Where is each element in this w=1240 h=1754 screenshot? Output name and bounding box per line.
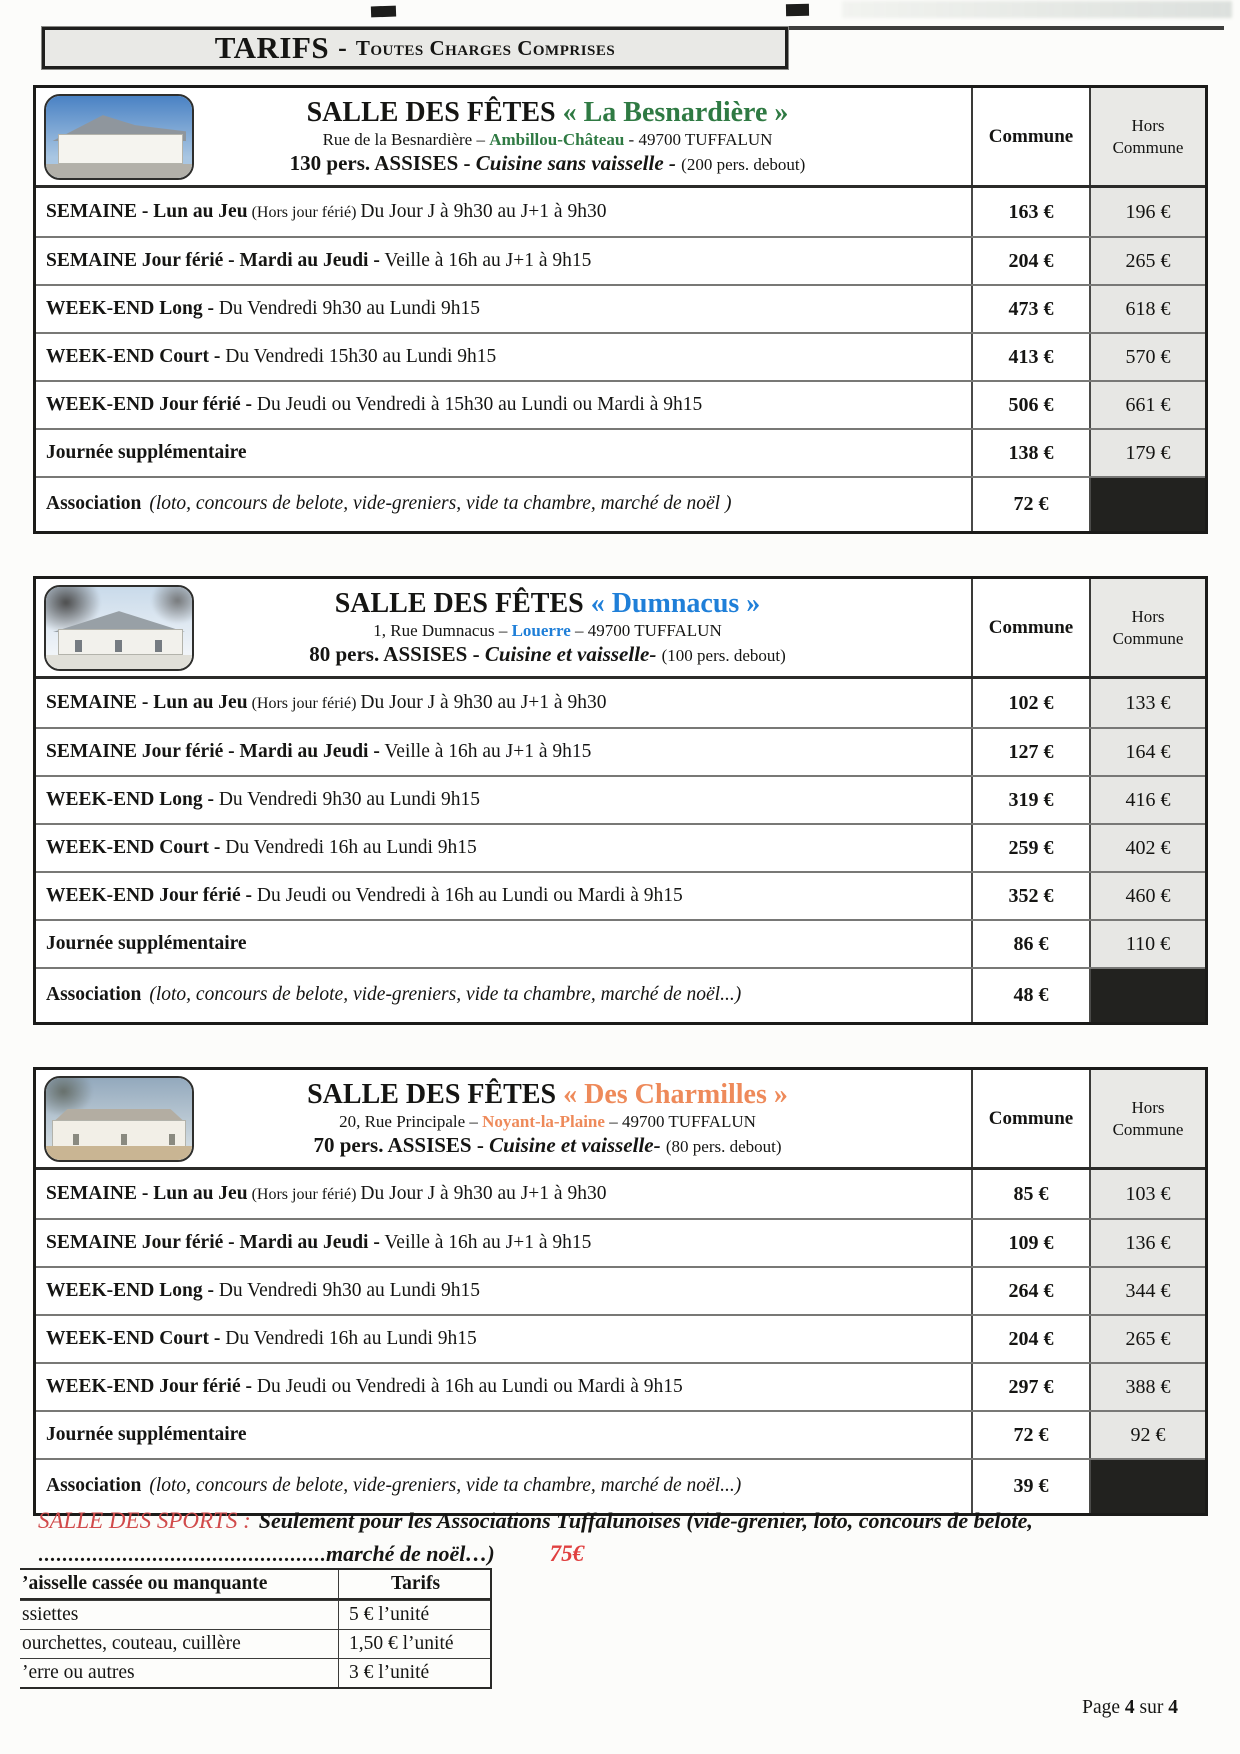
price-hors-commune: 570 € [1091,334,1205,380]
address-street: Rue de la Besnardière – [322,130,490,150]
scan-line-artifact [788,26,1224,30]
tariff-label-small: (Hors jour férié) [247,694,361,712]
address-town: Louerre [511,621,571,641]
tariff-label-cell [36,1316,973,1362]
scan-bleed-artifact [842,1,1232,18]
hall-capacity [194,642,901,668]
price-commune: 138 € [973,430,1091,476]
tariff-label-cell [36,188,973,236]
tariff-label-cell [36,825,973,871]
price-hors-commune: 196 € [1091,188,1205,236]
table-row [36,1458,1205,1513]
tariff-label-detail: Du Jour J à 9h30 au J+1 à 9h30 [360,691,607,713]
tariff-label [46,788,488,812]
price-commune: 72 € [973,1412,1091,1458]
table-row [36,1218,1205,1266]
tariff-label [46,1375,691,1399]
tariff-label-note: (loto, concours de belote, vide-greniers, vide ta chambre, marché de noël...) [149,984,742,1006]
tariff-label-bold: WEEK-END Court - [46,345,221,367]
sports-note-line1 [38,1506,1208,1536]
tariff-label [46,1327,485,1351]
tariff-label [46,200,614,224]
dishes-header-label: ’aisselle cassée ou manquante [22,1573,268,1594]
hall-name-line [194,96,901,130]
tariff-label-cell [36,478,973,531]
tariff-label-small: (Hors jour férié) [247,203,361,221]
price-hors-commune: 618 € [1091,286,1205,332]
tariff-label-bold: WEEK-END Jour férié - [46,1375,252,1397]
column-header-commune: Commune [973,1070,1091,1167]
price-hors-commune: 136 € [1091,1220,1205,1266]
table-body [36,188,1205,531]
price-commune: 204 € [973,1316,1091,1362]
table-row [36,1266,1205,1314]
hall-name-line [194,587,901,621]
sports-note-text: Seulement pour les Associations Tuffalunoises (vide-grenier, loto, concours de belote, [258,1508,1033,1533]
table-row [36,1410,1205,1458]
table-row [36,823,1205,871]
tariff-label [46,691,614,715]
tariff-label-detail: Du Vendredi 9h30 au Lundi 9h15 [213,788,481,810]
hall-tariff-table [33,576,1208,1025]
tariff-label [46,884,691,908]
tariff-label-detail: Du Vendredi 16h au Lundi 9h15 [220,1327,477,1349]
price-commune: 48 € [973,969,1091,1022]
tariff-label-cell [36,334,973,380]
price-commune: 86 € [973,921,1091,967]
price-commune: 297 € [973,1364,1091,1410]
tariff-label [46,1231,599,1255]
hall-tariff-table [33,85,1208,534]
title-dash: - [338,33,347,62]
table-header-row [36,1070,1205,1170]
tariff-label-cell [36,921,973,967]
dishes-header-tarif: Tarifs [338,1570,490,1598]
hall-capacity [194,1133,901,1159]
price-commune: 72 € [973,478,1091,531]
tariff-label-detail: Veille à 16h au J+1 à 9h15 [379,740,592,762]
photo-ground [46,655,192,669]
price-hors-commune: 416 € [1091,777,1205,823]
tariff-label-cell [36,873,973,919]
tariff-label-bold: WEEK-END Jour férié - [46,884,252,906]
price-commune: 413 € [973,334,1091,380]
hall-name-prefix: SALLE DES FÊTES [306,97,563,129]
hall-address [194,621,901,642]
tariff-label-bold: Journée supplémentaire [46,441,247,463]
tariff-label-detail: Du Jeudi ou Vendredi à 15h30 au Lundi ou Mardi à 9h15 [252,393,703,415]
table-row [36,679,1205,727]
price-commune: 163 € [973,188,1091,236]
tariff-label-detail: Du Vendredi 9h30 au Lundi 9h15 [213,297,481,319]
capacity-standing: (200 pers. debout) [681,155,806,175]
price-hors-commune: 344 € [1091,1268,1205,1314]
hall-title-block [194,587,961,668]
table-row [36,871,1205,919]
column-header-commune: Commune [973,579,1091,676]
price-commune: 473 € [973,286,1091,332]
tariff-label-bold: WEEK-END Jour férié - [46,393,252,415]
tariff-label-bold: Journée supplémentaire [46,932,247,954]
price-commune: 204 € [973,238,1091,284]
dishes-row [20,1629,490,1658]
price-hors-commune [1091,478,1205,531]
hall-photo [44,585,194,671]
tariff-label-detail: Du Jeudi ou Vendredi à 16h au Lundi ou Mardi à 9h15 [252,1375,683,1397]
tariff-label-bold: SEMAINE - Lun au Jeu [46,200,248,222]
capacity-standing: (100 pers. debout) [661,646,786,666]
dishes-row [20,1658,490,1687]
tariff-label [46,393,710,417]
tariff-label-note: (loto, concours de belote, vide-greniers, vide ta chambre, marché de noël ) [149,493,732,515]
price-hors-commune: 164 € [1091,729,1205,775]
dishes-header-row [20,1570,490,1600]
price-hors-commune: 460 € [1091,873,1205,919]
table-row [36,476,1205,531]
tariff-label-detail: Du Jour J à 9h30 au J+1 à 9h30 [360,1182,607,1204]
table-header-row [36,88,1205,188]
price-commune: 506 € [973,382,1091,428]
sports-hall-label: SALLE DES SPORTS : [38,1508,251,1533]
capacity-kitchen: Cuisine et vaisselle- [484,642,662,667]
table-body [36,1170,1205,1513]
table-row [36,1362,1205,1410]
price-hors-commune: 179 € [1091,430,1205,476]
capacity-seated: 130 pers. ASSISES - [289,151,476,176]
hall-name-prefix: SALLE DES FÊTES [334,588,591,620]
price-commune: 109 € [973,1220,1091,1266]
column-header-hors-commune: Hors Commune [1091,579,1205,676]
table-row [36,428,1205,476]
tariff-label-cell [36,1364,973,1410]
dotted-leader: ................................................ [38,1543,326,1566]
hall-name-line [194,1078,901,1112]
price-commune: 352 € [973,873,1091,919]
table-row [36,236,1205,284]
tariff-label-small: (Hors jour férié) [247,1185,361,1203]
page-current: 4 [1124,1697,1135,1718]
dishes-price: 5 € l’unité [338,1601,490,1629]
table-row [36,775,1205,823]
tariff-label [46,1279,488,1303]
sports-hall-note [38,1506,1208,1569]
tariff-label-bold: SEMAINE Jour férié - Mardi au Jeudi - [46,1231,380,1253]
photo-ground [46,1146,192,1160]
tariff-label-bold: SEMAINE Jour férié - Mardi au Jeudi - [46,249,380,271]
price-hors-commune: 92 € [1091,1412,1205,1458]
address-town: Noyant-la-Plaine [482,1112,605,1132]
page-total: 4 [1168,1697,1178,1718]
address-postcode: - 49700 TUFFALUN [624,130,773,150]
table-row [36,967,1205,1022]
price-commune: 127 € [973,729,1091,775]
column-header-commune: Commune [973,88,1091,185]
address-street: 20, Rue Principale – [339,1112,483,1132]
price-hors-commune: 661 € [1091,382,1205,428]
tariff-label-bold: SEMAINE - Lun au Jeu [46,1182,248,1204]
price-hors-commune: 402 € [1091,825,1205,871]
tariff-label-cell [36,729,973,775]
capacity-kitchen: Cuisine sans vaisselle - [475,151,682,176]
address-postcode: – 49700 TUFFALUN [604,1112,756,1132]
table-row [36,332,1205,380]
tariff-label [46,983,741,1007]
tariff-label-detail: Veille à 16h au J+1 à 9h15 [379,1231,592,1253]
photo-building [58,629,184,654]
dishes-row [20,1600,490,1629]
scan-ink-artifact [786,4,809,16]
table-row [36,919,1205,967]
price-hors-commune: 265 € [1091,238,1205,284]
tariff-label [46,249,599,273]
tariff-label [46,1182,614,1206]
table-header-row [36,579,1205,679]
sports-note-text2: marché de noël…) [326,1540,495,1566]
table-row [36,1314,1205,1362]
capacity-seated: 70 pers. ASSISES - [313,1133,490,1158]
price-hors-commune: 110 € [1091,921,1205,967]
photo-ground [46,164,192,178]
dishes-item: ’erre ou autres [22,1662,135,1683]
column-header-hors-commune: Hors Commune [1091,1070,1205,1167]
price-hors-commune: 103 € [1091,1170,1205,1218]
tariff-label-bold: Association [46,1475,142,1497]
price-commune: 85 € [973,1170,1091,1218]
table-row [36,727,1205,775]
hall-title-block [194,1078,961,1159]
hall-photo [44,94,194,180]
table-row [36,284,1205,332]
tariff-label-bold: Journée supplémentaire [46,1423,247,1445]
page-sur: sur [1134,1697,1169,1718]
tariff-label-detail: Du Jeudi ou Vendredi à 16h au Lundi ou Mardi à 9h15 [252,884,683,906]
table-row [36,188,1205,236]
capacity-seated: 80 pers. ASSISES - [309,642,485,667]
table-body [36,679,1205,1022]
tariff-label [46,441,255,465]
price-hors-commune: 388 € [1091,1364,1205,1410]
tariff-label-bold: WEEK-END Long - [46,1279,214,1301]
hall-header-cell [36,1070,973,1167]
hall-header-cell [36,88,973,185]
tariff-label-cell [36,286,973,332]
hall-header-cell [36,579,973,676]
photo-building [52,1120,186,1147]
dishes-item: ssiettes [22,1604,79,1625]
photo-building [58,134,184,164]
capacity-kitchen: Cuisine et vaisselle- [489,1133,666,1158]
tariff-label-cell [36,777,973,823]
tariff-label-detail: Du Vendredi 9h30 au Lundi 9h15 [213,1279,481,1301]
title-subtitle: Toutes Charges Comprises [355,35,616,60]
tariff-label-bold: WEEK-END Long - [46,297,214,319]
tariff-label-bold: WEEK-END Long - [46,788,214,810]
hall-title-block [194,96,961,177]
tariff-label [46,492,731,516]
sports-note-line2 [38,1539,1208,1569]
tariff-label [46,345,504,369]
address-postcode: – 49700 TUFFALUN [570,621,722,641]
tariff-label-bold: WEEK-END Court - [46,836,221,858]
page-label: Page [1082,1697,1125,1718]
tariff-label-detail: Du Vendredi 16h au Lundi 9h15 [220,836,477,858]
hall-photo [44,1076,194,1162]
dishes-price: 1,50 € l’unité [338,1630,490,1658]
hall-name: « Des Charmilles » [563,1079,788,1111]
table-row [36,380,1205,428]
tariff-label-bold: Association [46,984,142,1006]
tariff-label-cell [36,679,973,727]
price-commune: 39 € [973,1460,1091,1513]
hall-tables [33,85,1208,1558]
sports-price: 75€ [549,1540,585,1566]
tariff-label-bold: SEMAINE Jour férié - Mardi au Jeudi - [46,740,380,762]
broken-dishes-table [20,1568,492,1689]
tariff-label [46,1423,255,1447]
tariff-label-detail: Du Jour J à 9h30 au J+1 à 9h30 [360,200,607,222]
hall-tariff-table [33,1067,1208,1516]
tariff-label-detail: Du Vendredi 15h30 au Lundi 9h15 [220,345,497,367]
tariff-label-cell [36,430,973,476]
scan-ink-artifact [371,6,396,18]
tariff-label [46,297,488,321]
tariff-label-cell [36,1268,973,1314]
price-hors-commune: 265 € [1091,1316,1205,1362]
price-hors-commune: 133 € [1091,679,1205,727]
tariff-label [46,932,255,956]
tariff-label-cell [36,1170,973,1218]
dishes-price: 3 € l’unité [338,1659,490,1687]
title-main: TARIFS [214,30,330,65]
column-header-hors-commune: Hors Commune [1091,88,1205,185]
dishes-item: ourchettes, couteau, cuillère [22,1633,241,1654]
price-commune: 319 € [973,777,1091,823]
tariff-label-detail: Veille à 16h au J+1 à 9h15 [379,249,592,271]
address-town: Ambillou-Château [489,130,625,150]
tariff-label [46,836,485,860]
page-number [1082,1697,1178,1719]
tariff-label-bold: WEEK-END Court - [46,1327,221,1349]
hall-address [194,130,901,151]
tariff-label-cell [36,969,973,1022]
address-street: 1, Rue Dumnacus – [373,621,512,641]
capacity-standing: (80 pers. debout) [665,1137,782,1157]
hall-name-prefix: SALLE DES FÊTES [307,1079,564,1111]
tariff-label-bold: SEMAINE - Lun au Jeu [46,691,248,713]
page-title [42,27,788,69]
price-commune: 102 € [973,679,1091,727]
tariff-label-cell [36,382,973,428]
hall-name: « La Besnardière » [562,97,789,129]
tariff-label-cell [36,238,973,284]
hall-capacity [194,151,901,177]
price-commune: 259 € [973,825,1091,871]
tariff-label [46,1474,741,1498]
price-hors-commune [1091,969,1205,1022]
tariff-label-note: (loto, concours de belote, vide-greniers, vide ta chambre, marché de noël...) [149,1475,742,1497]
tariff-label [46,740,599,764]
tariff-label-cell [36,1412,973,1458]
table-row [36,1170,1205,1218]
hall-address [194,1112,901,1133]
hall-name: « Dumnacus » [590,588,761,620]
price-commune: 264 € [973,1268,1091,1314]
tariff-label-bold: Association [46,493,142,515]
tariff-label-cell [36,1220,973,1266]
